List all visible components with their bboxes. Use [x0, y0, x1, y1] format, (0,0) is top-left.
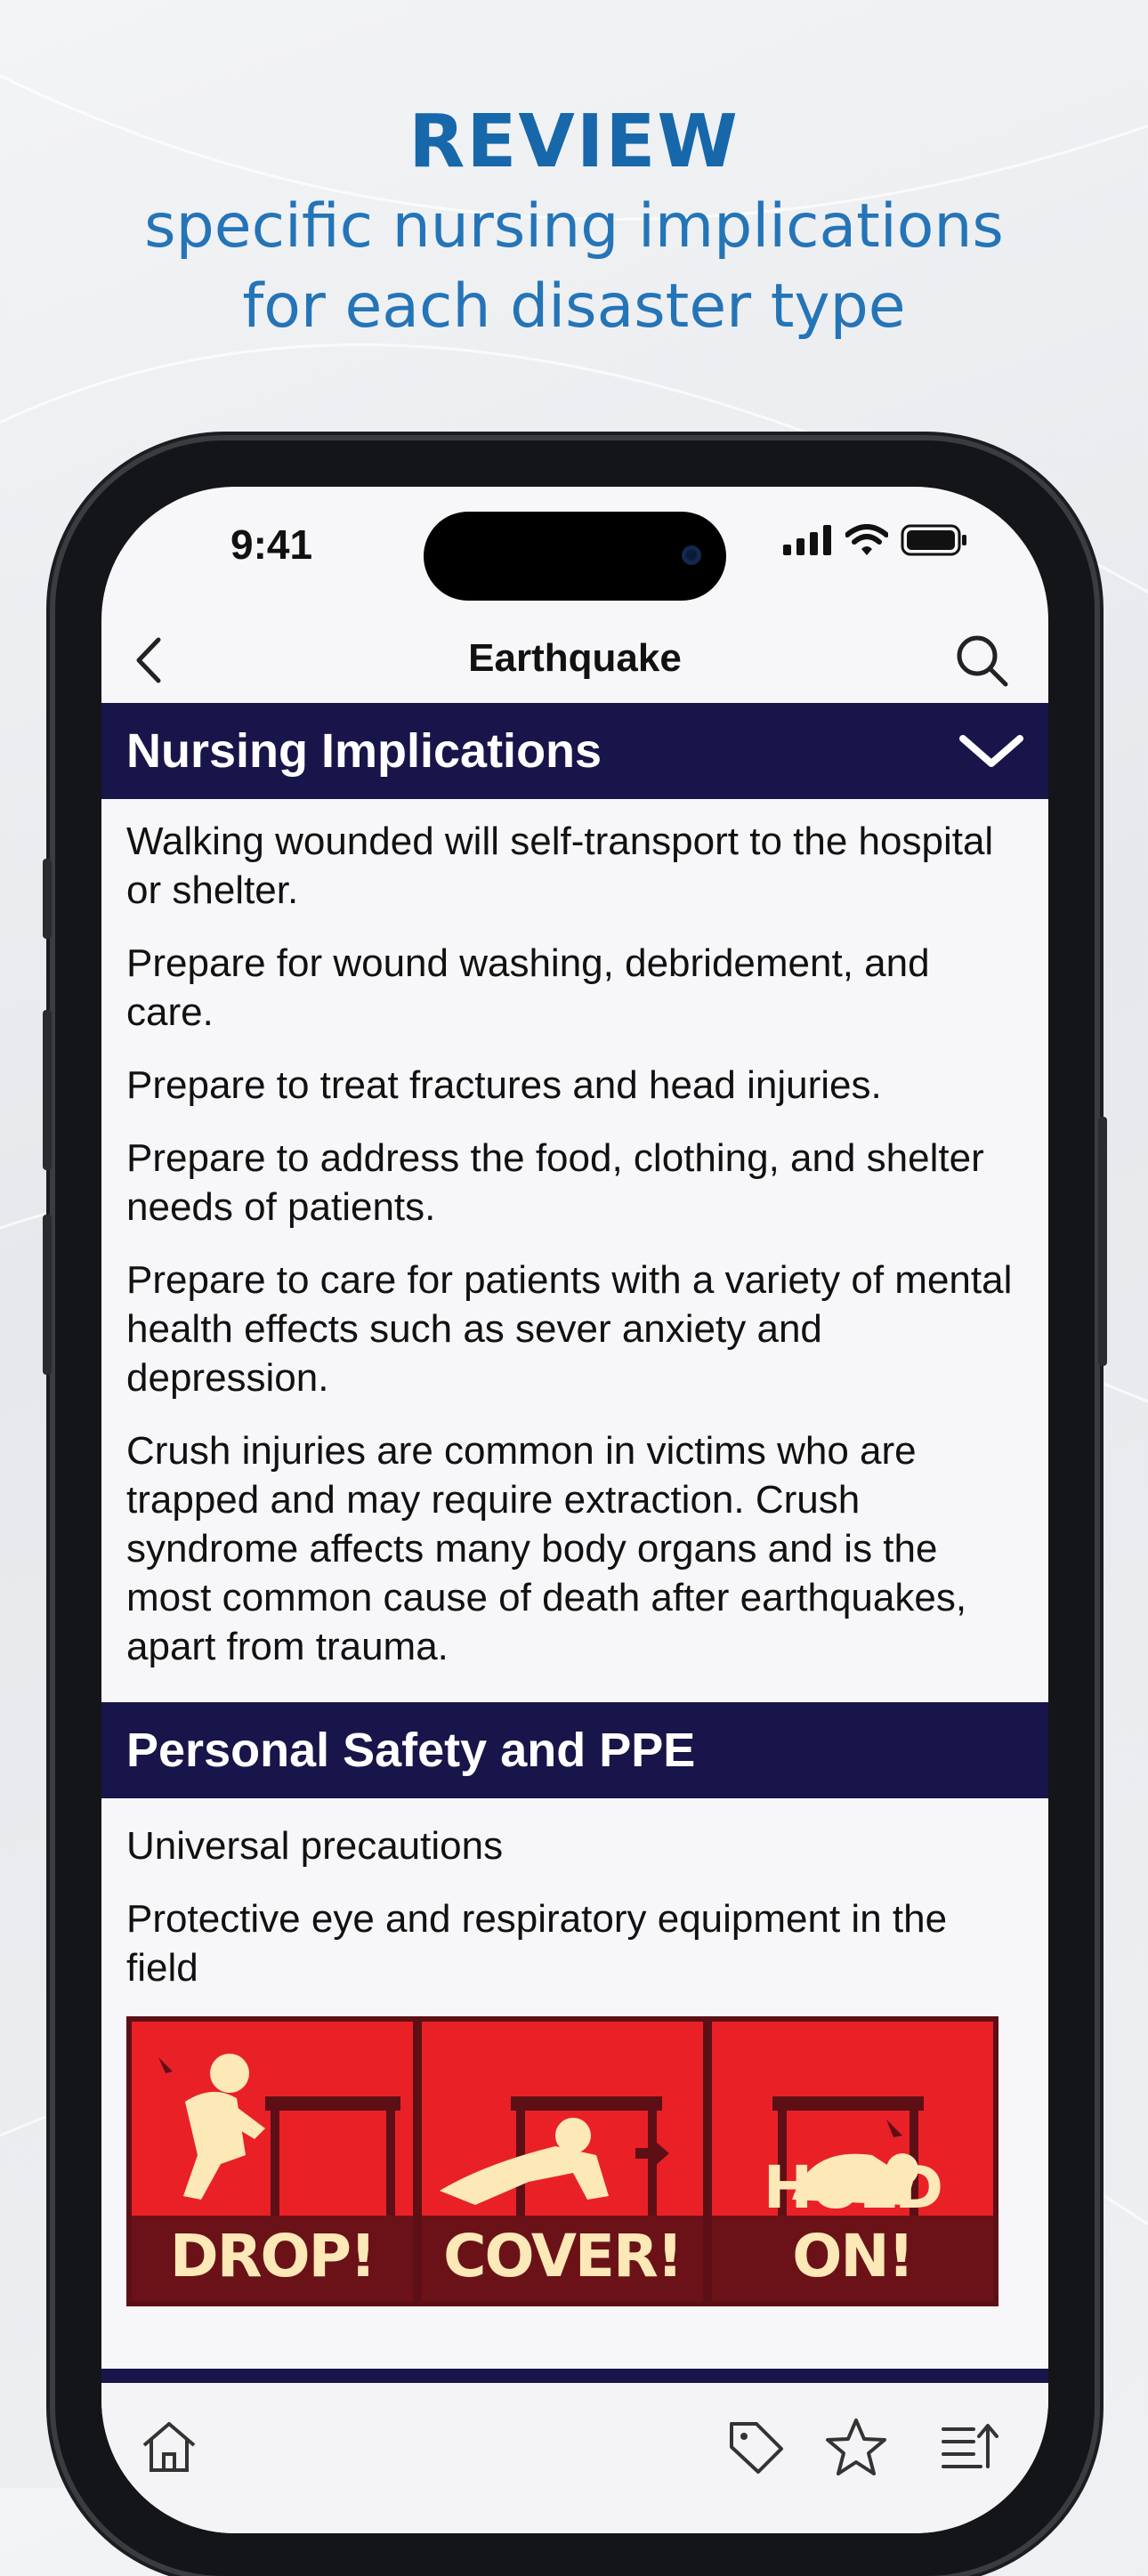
sort-icon[interactable]: [938, 2415, 1002, 2479]
drop-cover-hold-poster: [126, 2016, 998, 2306]
paragraph: Walking wounded will self-transport to the hospital or shelter.: [126, 820, 994, 912]
volume-up-button: [43, 1010, 52, 1170]
camera-icon: [682, 545, 701, 565]
signal-icon: [783, 525, 833, 555]
volume-down-button: [43, 1215, 52, 1375]
paragraph: Crush injuries are common in victims who are trapped and may require extraction. Crush syndrome affects many body organs and is the most common cause of death after earthquakes, apart from trauma.: [126, 1429, 967, 1668]
section-header-personal-safety[interactable]: [101, 1702, 1048, 1798]
wifi-icon: [845, 524, 888, 556]
poster-label-hold-on: HOLD ON!: [763, 2153, 942, 2290]
paragraph: Prepare to address the food, clothing, and shelter needs of patients.: [126, 1136, 984, 1229]
dynamic-island: [424, 512, 726, 601]
poster-panel-cover: [422, 2022, 703, 2301]
section-body-nursing-implications: [101, 799, 1048, 1702]
star-icon[interactable]: [824, 2415, 888, 2479]
promo-subtitle-line-1: specific nursing implications: [144, 191, 1004, 262]
promo-subtitle-line-2: for each disaster type: [242, 271, 906, 342]
section-title: Personal Safety and PPE: [126, 1724, 696, 1777]
page-title: Earthquake: [468, 636, 682, 680]
nav-bar: [101, 611, 1048, 709]
poster-panel-hold-on: [712, 2022, 993, 2301]
content-scroll[interactable]: [101, 703, 1048, 2306]
power-button: [1098, 1117, 1107, 1366]
section-body-personal-safety: [101, 1798, 1048, 1992]
person-covering-icon: [422, 2022, 703, 2217]
next-section-header-edge: [101, 2369, 1048, 2383]
poster-panel-drop: [132, 2022, 413, 2301]
section-header-nursing-implications[interactable]: [101, 703, 1048, 799]
section-title: Nursing Implications: [126, 724, 602, 778]
action-button: [43, 859, 52, 939]
paragraph: Universal precautions: [126, 1824, 504, 1868]
paragraph: Prepare to care for patients with a variety of mental health effects such as sever anxiety and depression.: [126, 1258, 1013, 1400]
tag-icon[interactable]: [724, 2415, 788, 2479]
promo-headline: REVIEW: [408, 100, 740, 184]
tab-bar: [101, 2383, 1048, 2533]
status-time: 9:41: [230, 521, 313, 568]
status-icons: [783, 524, 968, 556]
phone-frame: [55, 440, 1095, 2576]
poster-label-cover: COVER!: [443, 2222, 682, 2290]
search-icon[interactable]: [950, 629, 1013, 691]
battery-icon: [901, 524, 968, 556]
paragraph: Prepare for wound washing, debridement, and care.: [126, 941, 930, 1034]
paragraph: Prepare to treat fractures and head injuries.: [126, 1063, 882, 1107]
paragraph: Protective eye and respiratory equipment in the field: [126, 1897, 948, 1990]
promo-banner: [0, 98, 1148, 347]
home-icon[interactable]: [137, 2415, 201, 2479]
chevron-down-icon[interactable]: [956, 726, 1027, 776]
phone-screen: [101, 487, 1048, 2533]
poster-label-drop: DROP!: [169, 2222, 376, 2290]
status-bar: [101, 487, 1048, 602]
person-dropping-icon: [132, 2022, 413, 2217]
